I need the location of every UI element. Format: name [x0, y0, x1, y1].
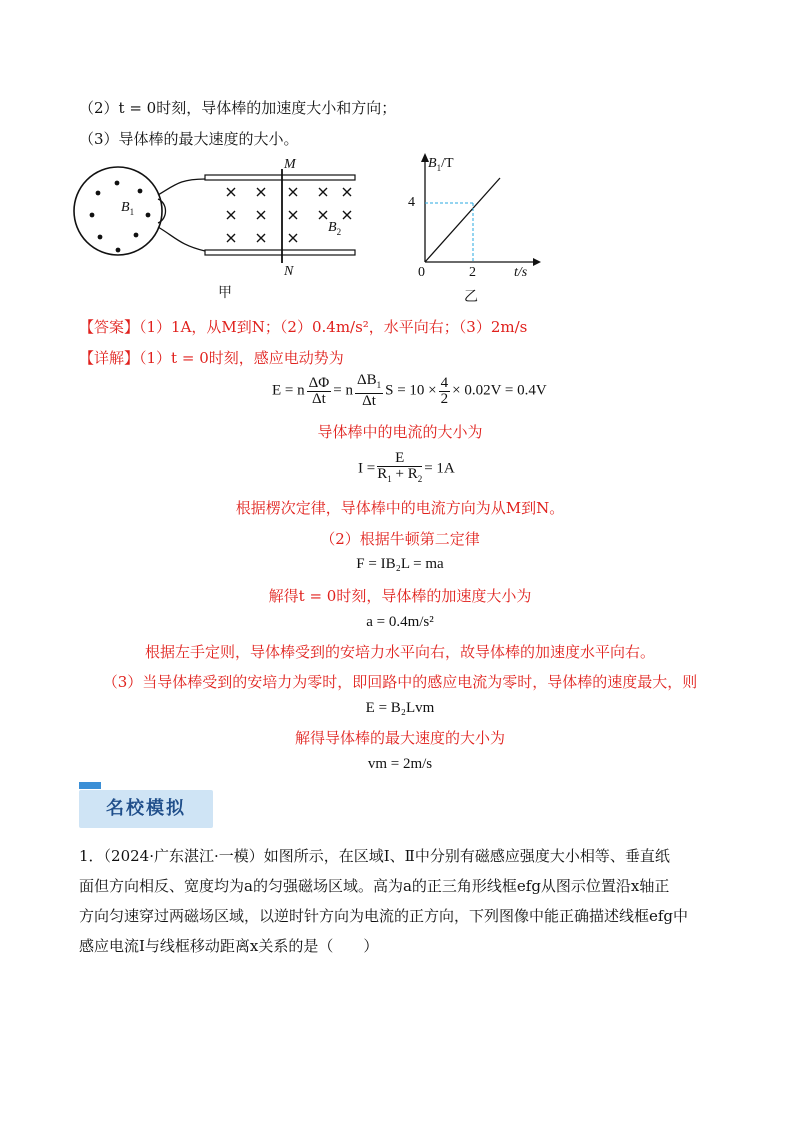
equation-4: a = 0.4m/s²	[366, 614, 434, 630]
explanation-tag: 【详解】	[79, 349, 140, 367]
section-banner	[79, 790, 213, 828]
figure-jia-circuit	[70, 155, 370, 285]
equation-3: F = IB₂L = ma	[356, 556, 444, 572]
question-2: （2）t = 0时刻，导体棒的加速度大小和方向；	[79, 99, 397, 117]
caption-jia: 甲	[218, 285, 232, 301]
question-3: （3）导体棒的最大速度的大小。	[79, 130, 299, 148]
top-rail	[205, 175, 355, 180]
figure-yi-graph	[405, 150, 545, 275]
explanation-intro-line	[79, 347, 344, 368]
equation-1: E = n $\frac{\Delta\Phi}{\Delta t}$ = n $\frac{\Delta B_1}{\Delta t}$ S = 10 × $\frac{4}{2}$ × 0.02V = 0.4V	[272, 372, 547, 409]
problem-1-line-3: 方向匀速穿过两磁场区域，以逆时针方向为电流的正方向，下列图像中能正确描述线框efg中	[79, 907, 689, 925]
graph-tick-y: 4	[408, 195, 415, 210]
answer-tag: 【答案】	[79, 318, 140, 336]
bottom-rail	[205, 250, 355, 255]
answer-text: （1）1A，从M到N；（2）0.4m/s²，水平向右；（3）2m/s	[139, 318, 528, 336]
problem-1-line-4: 感应电流I与线框移动距离x关系的是（ ）	[79, 937, 379, 955]
banner-accent	[79, 782, 101, 789]
solve-velocity: 解得导体棒的最大速度的大小为	[294, 729, 505, 747]
lenz-law: 根据楞次定律，导体棒中的电流方向为从M到N。	[235, 499, 565, 517]
part-3-text: （3）当导体棒受到的安培力为零时，即回路中的感应电流为零时，导体棒的速度最大，则	[102, 673, 698, 691]
current-title: 导体棒中的电流的大小为	[317, 423, 483, 441]
solve-acceleration: 解得t = 0时刻，导体棒的加速度大小为	[268, 587, 532, 605]
graph-y-label: $B_1/T$	[428, 156, 454, 173]
label-n: N	[284, 264, 294, 279]
equation-2: I = $\frac{E}{R_1 + R_2}$ = 1A	[358, 450, 455, 484]
label-m: M	[284, 157, 296, 172]
b-t-line	[425, 178, 500, 262]
caption-yi: 乙	[464, 289, 478, 305]
equation-5: E = B₂Lvm	[365, 700, 435, 716]
label-b1: $B_1$	[121, 200, 135, 217]
left-hand-rule: 根据左手定则，导体棒受到的安培力水平向右，故导体棒的加速度水平向右。	[144, 643, 655, 661]
problem-1-line-2: 面但方向相反、宽度均为a的匀强磁场区域。高为a的正三角形线框efg从图示位置沿x轴正	[79, 877, 670, 895]
equation-6: vm = 2m/s	[367, 756, 433, 772]
section-banner-title: 名校模拟	[106, 798, 186, 819]
field-dots-b1	[90, 181, 151, 253]
graph-x-label: t/s	[514, 265, 528, 280]
graph-tick-x: 2	[469, 265, 476, 280]
label-b2: $B_2$	[328, 220, 342, 237]
explanation-intro: （1）t = 0时刻，感应电动势为	[139, 349, 344, 367]
graph-origin: 0	[418, 265, 425, 280]
newton-title: （2）根据牛顿第二定律	[320, 530, 480, 548]
problem-1-line-1: 1．（2024·广东湛江·一模）如图所示，在区域Ⅰ、Ⅱ中分别有磁感应强度大小相等、垂直纸	[79, 847, 670, 865]
answer-line	[79, 316, 527, 337]
circular-coil	[74, 167, 162, 255]
